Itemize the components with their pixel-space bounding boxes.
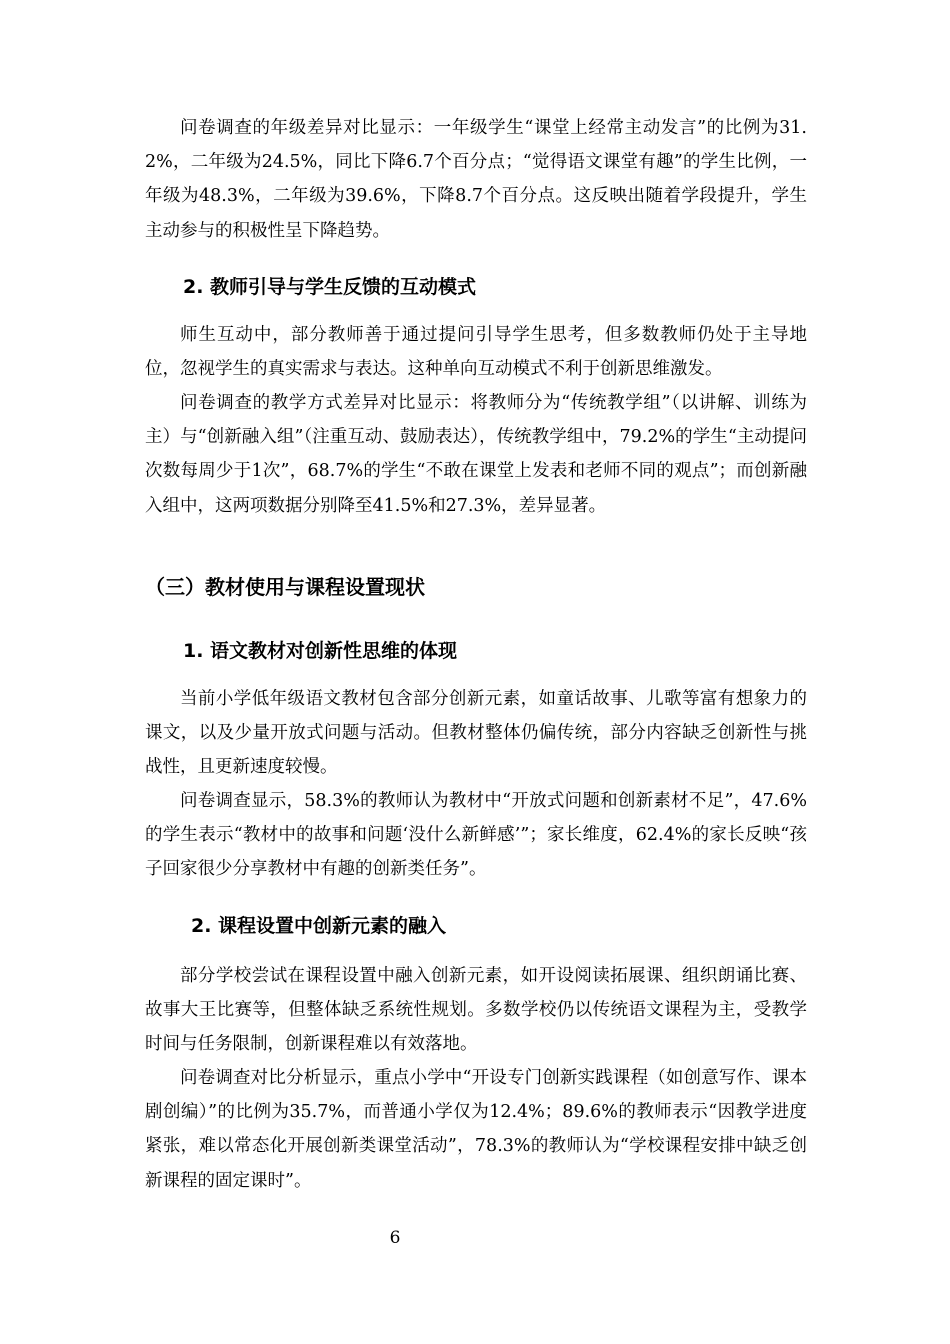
heading-section-three: （三）教材使用与课程设置现状 [145, 575, 425, 599]
paragraph-textbook-overview: 当前小学低年级语文教材包含部分创新元素，如童话故事、儿歌等富有想象力的课文，以及少量开放式问题与活动。但教材整体仍偏传统，部分内容缺乏创新性与挑战性，且更新速度较慢。 [145, 689, 807, 778]
page-number: 6 [389, 1228, 401, 1248]
paragraph-interaction-overview: 师生互动中，部分教师善于通过提问引导学生思考，但多数教师仍处于主导地位，忽视学生的真实需求与表达。这种单向互动模式不利于创新思维激发。 [145, 325, 807, 380]
heading-teacher-student-interaction: 2. 教师引导与学生反馈的互动模式 [183, 276, 477, 298]
heading-curriculum-innovation: 2. 课程设置中创新元素的融入 [191, 915, 447, 937]
paragraph-curriculum-survey: 问卷调查对比分析显示，重点小学中“开设专门创新实践课程（如创意写作、课本剧创编）”的比例为35.7%，而普通小学仅为12.4%；89.6%的教师表示“因教学进度紧张，难以常态化开展创新类课堂活动”，78.3%的教师认为“学校课程安排中缺乏创新课程的固定课时”。 [145, 1068, 807, 1191]
paragraph-curriculum-overview: 部分学校尝试在课程设置中融入创新元素，如开设阅读拓展课、组织朗诵比赛、故事大王比赛等，但整体缺乏系统性规划。多数学校仍以传统语文课程为主，受教学时间与任务限制，创新课程难以有效落地。 [145, 966, 807, 1055]
paragraph-textbook-survey: 问卷调查显示，58.3%的教师认为教材中“开放式问题和创新素材不足”，47.6%的学生表示“教材中的故事和问题‘没什么新鲜感’”；家长维度，62.4%的家长反映“孩子回家很少分享教材中有趣的创新类任务”。 [145, 791, 807, 880]
paragraph-grade-comparison: 问卷调查的年级差异对比显示：一年级学生“课堂上经常主动发言”的比例为31.2%，二年级为24.5%，同比下降6.7个百分点；“觉得语文课堂有趣”的学生比例，一年级为48.3%，二年级为39.6%，下降8.7个百分点。这反映出随着学段提升，学生主动参与的积极性呈下降趋势。 [145, 118, 807, 241]
paragraph-teaching-method-survey: 问卷调查的教学方式差异对比显示：将教师分为“传统教学组”（以讲解、训练为主）与“创新融入组”（注重互动、鼓励表达），传统教学组中，79.2%的学生“主动提问次数每周少于1次”，68.7%的学生“不敢在课堂上发表和老师不同的观点”；而创新融入组中，这两项数据分别降至41.5%和27.3%，差异显著。 [145, 393, 807, 516]
heading-textbook-creativity: 1. 语文教材对创新性思维的体现 [183, 640, 458, 662]
